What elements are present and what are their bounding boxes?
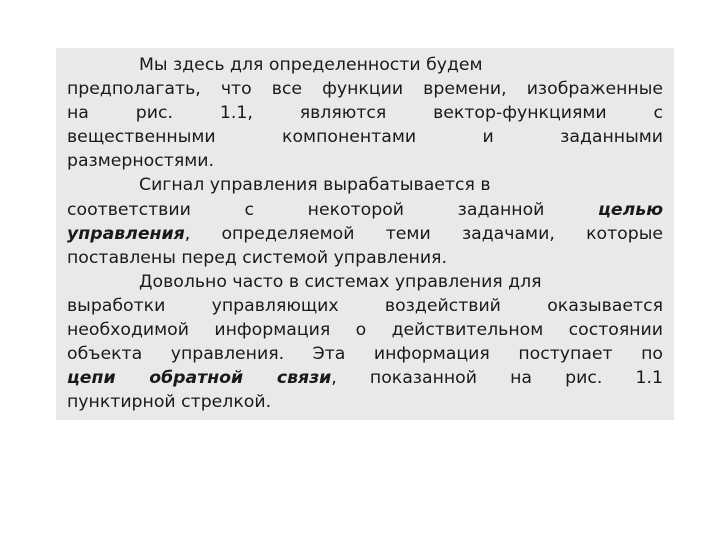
p2-line-2: соответствии с некоторой заданной целью [67, 199, 663, 220]
p3-line-3: необходимой информация о действительном состоянии [67, 320, 663, 341]
p3-line-4: объекта управления. Эта информация поступает по [67, 344, 663, 365]
p3-line-1: Довольно часто в системах управления для [139, 271, 542, 292]
p1-line-4: вещественными компонентами и заданными [67, 127, 663, 148]
p2-line-1: Сигнал управления вырабатывается в [139, 175, 491, 196]
p1-line-1: Мы здесь для определенности будем [139, 55, 483, 75]
emphasis-goal: целью [598, 199, 663, 220]
p3-line-6: пунктирной стрелкой. [67, 392, 272, 413]
p3-line-2: выработки управляющих воздействий оказывается [67, 295, 663, 316]
p3-line-5: цепи обратной связи, показанной на рис. 1.1 [67, 368, 663, 389]
slide-text [67, 53, 663, 414]
p2-line-3: управления, определяемой теми задачами, которые [67, 223, 663, 244]
p1-line-5: размерностями. [67, 151, 214, 172]
emphasis-control: управления [67, 223, 185, 244]
p2-line-4: поставлены перед системой управления. [67, 247, 447, 268]
emphasis-feedback-loop: цепи обратной связи [67, 368, 332, 389]
p1-line-3: на рис. 1.1, являются вектор-функциями с [67, 103, 663, 124]
p1-line-2: предполагать, что все функции времени, изображенные [67, 79, 663, 100]
